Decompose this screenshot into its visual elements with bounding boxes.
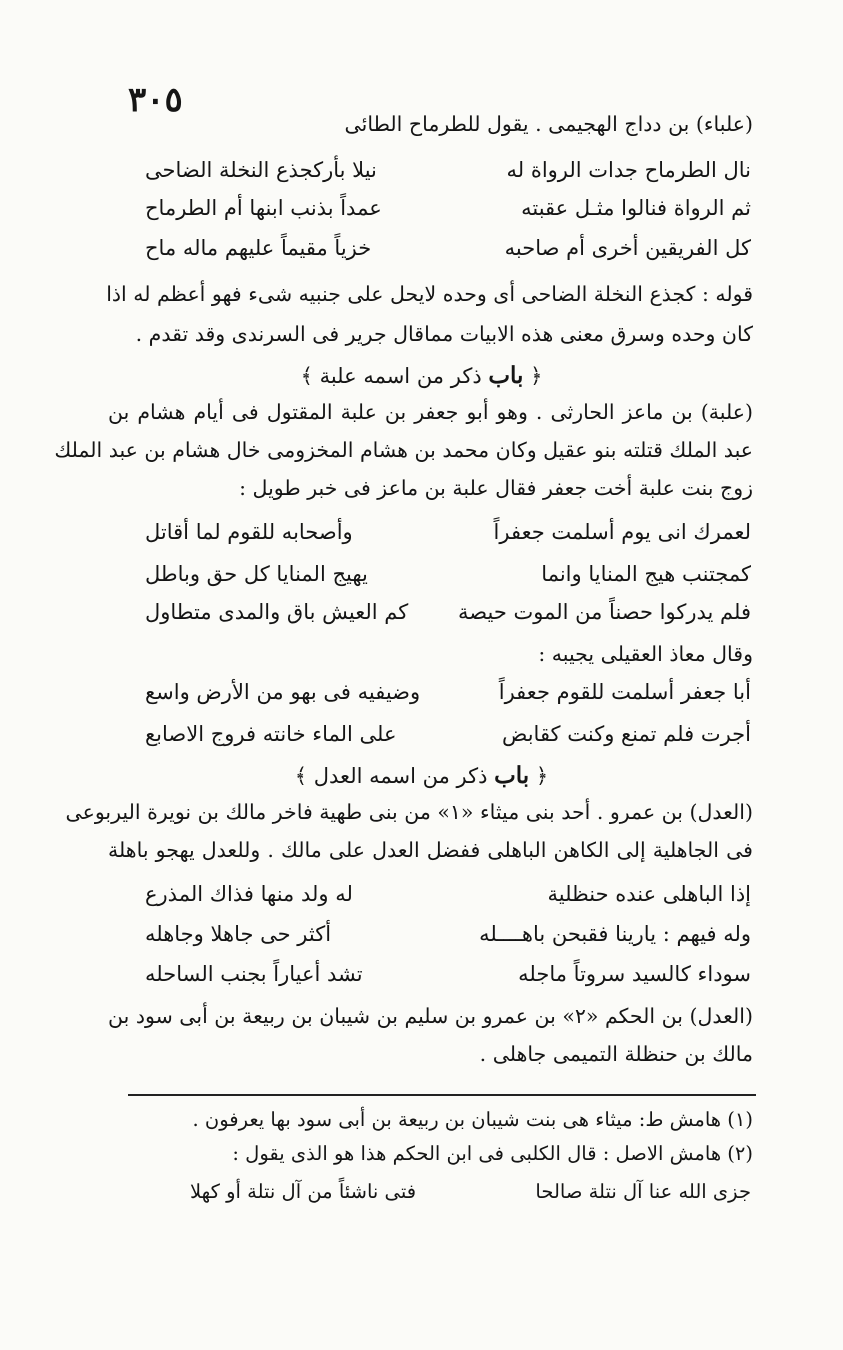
verse-first-hemistich: ثم الرواة فنالوا مثـل عقبته: [521, 196, 751, 220]
text-line: (علبة) بن ماعز الحارثى . وهو أبو جعفر بن علبة المقتول فى أيام هشام بن: [108, 400, 753, 424]
verse-second-hemistich: خزياً مقيماً عليهم ماله ماح: [145, 236, 372, 260]
text-line: كان وحده وسرق معنى هذه الابيات مماقال جرير فى السرندى وقد تقدم .: [135, 322, 753, 346]
verse-second-hemistich: فتى ناشئاً من آل نتلة أو كهلا: [190, 1180, 417, 1203]
verse-second-hemistich: أكثر حى جاهلا وجاهله: [145, 922, 332, 946]
text-line: مالك بن حنظلة التميمى جاهلى .: [479, 1042, 753, 1066]
verse-second-hemistich: يهيج المنايا كل حق وباطل: [145, 562, 368, 586]
verse-second-hemistich: وأصحابه للقوم لما أقاتل: [145, 520, 353, 544]
verse-line: [145, 680, 751, 714]
verse-line: [145, 722, 751, 756]
heading-label: باب: [488, 362, 524, 389]
verse-second-hemistich: على الماء خانته فروج الاصابع: [145, 722, 397, 746]
text-line: وقال معاذ العقيلى يجيبه :: [538, 642, 753, 666]
verse-first-hemistich: إذا الباهلى عنده حنظلية: [547, 882, 751, 906]
verse-second-hemistich: وضيفيه فى بهو من الأرض واسع: [145, 680, 421, 704]
verse-second-hemistich: نيلا بأركجذع النخلة الضاحى: [145, 158, 377, 182]
verse-second-hemistich: له ولد منها فذاك المذرع: [145, 882, 353, 906]
verse-line: [145, 196, 751, 230]
verse-first-hemistich: جزى الله عنا آل نتلة صالحا: [535, 1180, 751, 1203]
verse-first-hemistich: وله فيهم : يارينا فقبحن باهــــله: [479, 922, 751, 946]
verse-first-hemistich: لعمرك انى يوم أسلمت جعفراً: [493, 520, 751, 544]
verse-line: [145, 236, 751, 270]
verse-line: [145, 520, 751, 554]
section-heading: ﴿ باب ذكر من اسمه العدل ﴾: [294, 762, 549, 789]
text-line: (علباء) بن دداج الهجيمى . يقول للطرماح الطائى: [344, 112, 753, 136]
verse-line: [145, 962, 751, 996]
verse-second-hemistich: تشد أعياراً بجنب الساحله: [145, 962, 363, 986]
heading-label: باب: [494, 762, 530, 789]
verse-first-hemistich: كل الفريقين أخرى أم صاحبه: [504, 236, 751, 260]
verse-line: [145, 562, 751, 596]
text-line: عبد الملك قتلته بنو عقيل وكان محمد بن هشام المخزومى خال هشام بن عبد الملك: [54, 438, 753, 462]
verse-second-hemistich: كم العيش باق والمدى متطاول: [145, 600, 409, 624]
text-line: (العدل) بن عمرو . أحد بنى ميثاء «١» من بنى طهية فاخر مالك بن نويرة اليربوعى: [65, 800, 753, 824]
verse-first-hemistich: نال الطرماح جدات الرواة له: [506, 158, 751, 182]
verse-second-hemistich: عمداً بذنب ابنها أم الطرماح: [145, 196, 382, 220]
verse-line: [145, 158, 751, 192]
text-line: زوج بنت علبة أخت جعفر فقال علبة بن ماعز فى خبر طويل :: [239, 476, 753, 500]
section-heading: ﴿ باب ذكر من اسمه علبة ﴾: [300, 362, 543, 389]
text-line: قوله : كجذع النخلة الضاحى أى وحده لايحل على جنبيه شىء فهو أعظم له اذا: [106, 282, 753, 306]
verse-first-hemistich: سوداء كالسيد سروتاً ماجله: [518, 962, 751, 986]
heading-title: ذكر من اسمه العدل: [313, 764, 488, 788]
heading-title: ذكر من اسمه علبة: [319, 364, 482, 388]
verse-first-hemistich: أبا جعفر أسلمت للقوم جعفراً: [498, 680, 751, 704]
verse-line: [145, 882, 751, 916]
text-line: (العدل) بن الحكم «٢» بن عمرو بن سليم بن شيبان بن ربيعة بن أبى سود بن: [108, 1004, 753, 1028]
footnote-line: (٢) هامش الاصل : قال الكلبى فى ابن الحكم هذا هو الذى يقول :: [232, 1142, 753, 1165]
footnote-divider: [128, 1094, 756, 1096]
verse-first-hemistich: فلم يدركوا حصناً من الموت حيصة: [458, 600, 751, 624]
verse-first-hemistich: كمجتنب هيج المنايا وانما: [541, 562, 751, 586]
text-line: فى الجاهلية إلى الكاهن الباهلى ففضل العدل على مالك . وللعدل يهجو باهلة: [108, 838, 753, 862]
verse-line: [145, 922, 751, 956]
footnote-line: (١) هامش ط: ميثاء هى بنت شيبان بن ربيعة بن أبى سود بها يعرفون .: [192, 1108, 753, 1131]
verse-first-hemistich: أجرت فلم تمنع وكنت كقابض: [501, 722, 751, 746]
page-number: ٣٠٥: [128, 80, 183, 120]
footnote-verse: [190, 1180, 751, 1214]
verse-line: [145, 600, 751, 634]
